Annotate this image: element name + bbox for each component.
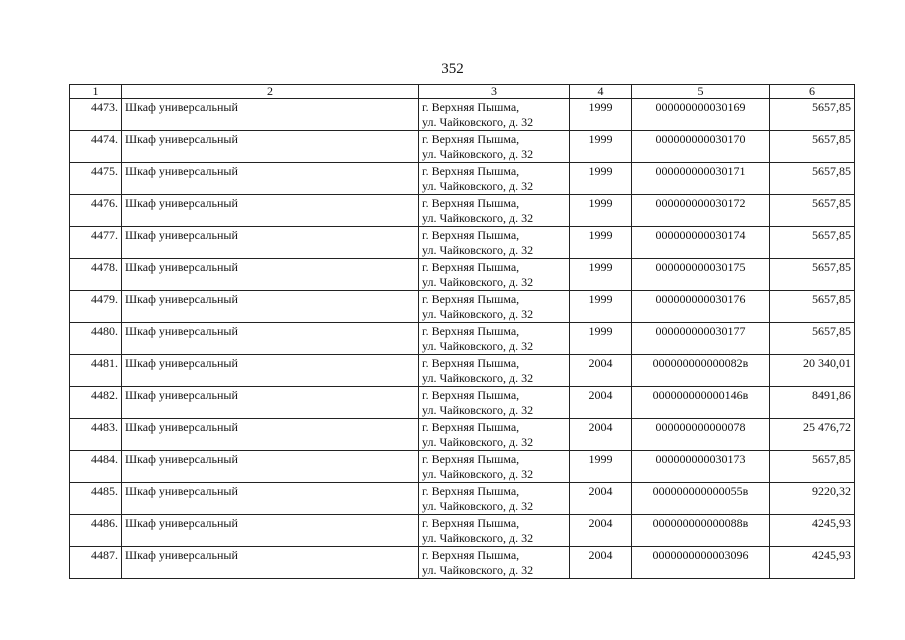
item-name: Шкаф универсальный	[122, 259, 419, 291]
inventory-number: 000000000030177	[632, 323, 770, 355]
address-city: г. Верхняя Пышма,	[422, 484, 520, 498]
address-city: г. Верхняя Пышма,	[422, 388, 520, 402]
address-city: г. Верхняя Пышма,	[422, 324, 520, 338]
item-year: 1999	[570, 99, 632, 131]
item-address	[419, 387, 570, 419]
item-address	[419, 99, 570, 131]
item-address	[419, 259, 570, 291]
address-street: ул. Чайковского, д. 32	[422, 371, 534, 385]
item-year: 1999	[570, 323, 632, 355]
address-street: ул. Чайковского, д. 32	[422, 531, 534, 545]
item-cost: 5657,85	[770, 451, 855, 483]
item-cost: 5657,85	[770, 323, 855, 355]
table-row	[70, 227, 855, 259]
item-name: Шкаф универсальный	[122, 163, 419, 195]
inventory-number: 000000000030175	[632, 259, 770, 291]
page-number: 352	[441, 61, 464, 77]
address-city: г. Верхняя Пышма,	[422, 228, 520, 242]
row-number: 4487.	[70, 547, 122, 579]
address-city: г. Верхняя Пышма,	[422, 196, 520, 210]
inventory-number: 000000000000082в	[632, 355, 770, 387]
address-street: ул. Чайковского, д. 32	[422, 435, 534, 449]
address-street: ул. Чайковского, д. 32	[422, 339, 534, 353]
address-street: ул. Чайковского, д. 32	[422, 307, 534, 321]
inventory-number: 000000000030170	[632, 131, 770, 163]
item-name: Шкаф универсальный	[122, 547, 419, 579]
table-header	[70, 85, 855, 99]
item-cost: 5657,85	[770, 195, 855, 227]
inventory-number: 000000000030169	[632, 99, 770, 131]
item-address	[419, 419, 570, 451]
item-year: 2004	[570, 515, 632, 547]
address-city: г. Верхняя Пышма,	[422, 452, 520, 466]
item-address	[419, 195, 570, 227]
row-number: 4476.	[70, 195, 122, 227]
row-number: 4483.	[70, 419, 122, 451]
address-street: ул. Чайковского, д. 32	[422, 499, 534, 513]
item-name: Шкаф универсальный	[122, 195, 419, 227]
inventory-number: 000000000000088в	[632, 515, 770, 547]
item-year: 1999	[570, 227, 632, 259]
item-cost: 20 340,01	[770, 355, 855, 387]
row-number: 4485.	[70, 483, 122, 515]
item-address	[419, 291, 570, 323]
register-table	[69, 84, 855, 579]
item-name: Шкаф универсальный	[122, 515, 419, 547]
item-year: 2004	[570, 547, 632, 579]
address-city: г. Верхняя Пышма,	[422, 420, 520, 434]
item-year: 1999	[570, 195, 632, 227]
inventory-number: 000000000030173	[632, 451, 770, 483]
inventory-number: 000000000000055в	[632, 483, 770, 515]
address-city: г. Верхняя Пышма,	[422, 260, 520, 274]
table-row	[70, 99, 855, 131]
header-col-1: 1	[70, 85, 122, 99]
header-col-4: 4	[570, 85, 632, 99]
item-name: Шкаф универсальный	[122, 131, 419, 163]
item-year: 2004	[570, 355, 632, 387]
item-year: 2004	[570, 483, 632, 515]
table-row	[70, 131, 855, 163]
item-address	[419, 515, 570, 547]
item-cost: 4245,93	[770, 515, 855, 547]
inventory-number: 000000000000078	[632, 419, 770, 451]
item-address	[419, 323, 570, 355]
row-number: 4478.	[70, 259, 122, 291]
item-cost: 5657,85	[770, 227, 855, 259]
row-number: 4482.	[70, 387, 122, 419]
item-cost: 4245,93	[770, 547, 855, 579]
item-cost: 5657,85	[770, 259, 855, 291]
table-row	[70, 259, 855, 291]
table-row	[70, 547, 855, 579]
item-name: Шкаф универсальный	[122, 355, 419, 387]
inventory-number: 000000000030171	[632, 163, 770, 195]
address-street: ул. Чайковского, д. 32	[422, 403, 534, 417]
inventory-number: 000000000000146в	[632, 387, 770, 419]
row-number: 4475.	[70, 163, 122, 195]
row-number: 4480.	[70, 323, 122, 355]
item-year: 1999	[570, 131, 632, 163]
item-address	[419, 163, 570, 195]
item-cost: 5657,85	[770, 131, 855, 163]
item-cost: 25 476,72	[770, 419, 855, 451]
item-address	[419, 547, 570, 579]
address-city: г. Верхняя Пышма,	[422, 164, 520, 178]
item-cost: 5657,85	[770, 99, 855, 131]
row-number: 4473.	[70, 99, 122, 131]
item-address	[419, 131, 570, 163]
header-col-3: 3	[419, 85, 570, 99]
item-name: Шкаф универсальный	[122, 323, 419, 355]
item-address	[419, 483, 570, 515]
address-street: ул. Чайковского, д. 32	[422, 275, 534, 289]
header-col-6: 6	[770, 85, 855, 99]
item-cost: 5657,85	[770, 291, 855, 323]
item-name: Шкаф универсальный	[122, 227, 419, 259]
row-number: 4486.	[70, 515, 122, 547]
inventory-number: 0000000000003096	[632, 547, 770, 579]
table-body	[70, 99, 855, 579]
header-row	[70, 85, 855, 99]
table-row	[70, 291, 855, 323]
address-city: г. Верхняя Пышма,	[422, 292, 520, 306]
item-name: Шкаф универсальный	[122, 387, 419, 419]
address-street: ул. Чайковского, д. 32	[422, 563, 534, 577]
address-city: г. Верхняя Пышма,	[422, 516, 520, 530]
address-street: ул. Чайковского, д. 32	[422, 467, 534, 481]
item-year: 2004	[570, 419, 632, 451]
address-street: ул. Чайковского, д. 32	[422, 179, 534, 193]
item-address	[419, 227, 570, 259]
item-cost: 8491,86	[770, 387, 855, 419]
address-city: г. Верхняя Пышма,	[422, 100, 520, 114]
address-street: ул. Чайковского, д. 32	[422, 211, 534, 225]
address-street: ул. Чайковского, д. 32	[422, 115, 534, 129]
item-name: Шкаф универсальный	[122, 419, 419, 451]
table-row	[70, 195, 855, 227]
inventory-number: 000000000030174	[632, 227, 770, 259]
address-city: г. Верхняя Пышма,	[422, 548, 520, 562]
address-city: г. Верхняя Пышма,	[422, 132, 520, 146]
table-row	[70, 355, 855, 387]
item-cost: 9220,32	[770, 483, 855, 515]
item-address	[419, 355, 570, 387]
table-row	[70, 483, 855, 515]
address-street: ул. Чайковского, д. 32	[422, 243, 534, 257]
row-number: 4479.	[70, 291, 122, 323]
table-row	[70, 163, 855, 195]
item-year: 2004	[570, 387, 632, 419]
header-col-2: 2	[122, 85, 419, 99]
item-year: 1999	[570, 163, 632, 195]
item-name: Шкаф универсальный	[122, 451, 419, 483]
table-row	[70, 387, 855, 419]
item-name: Шкаф универсальный	[122, 483, 419, 515]
item-cost: 5657,85	[770, 163, 855, 195]
header-col-5: 5	[632, 85, 770, 99]
address-city: г. Верхняя Пышма,	[422, 356, 520, 370]
item-address	[419, 451, 570, 483]
item-year: 1999	[570, 259, 632, 291]
item-name: Шкаф универсальный	[122, 99, 419, 131]
table-row	[70, 323, 855, 355]
address-street: ул. Чайковского, д. 32	[422, 147, 534, 161]
row-number: 4474.	[70, 131, 122, 163]
row-number: 4481.	[70, 355, 122, 387]
inventory-number: 000000000030172	[632, 195, 770, 227]
table-row	[70, 451, 855, 483]
item-year: 1999	[570, 451, 632, 483]
inventory-number: 000000000030176	[632, 291, 770, 323]
table-row	[70, 515, 855, 547]
table-row	[70, 419, 855, 451]
row-number: 4484.	[70, 451, 122, 483]
item-year: 1999	[570, 291, 632, 323]
row-number: 4477.	[70, 227, 122, 259]
item-name: Шкаф универсальный	[122, 291, 419, 323]
